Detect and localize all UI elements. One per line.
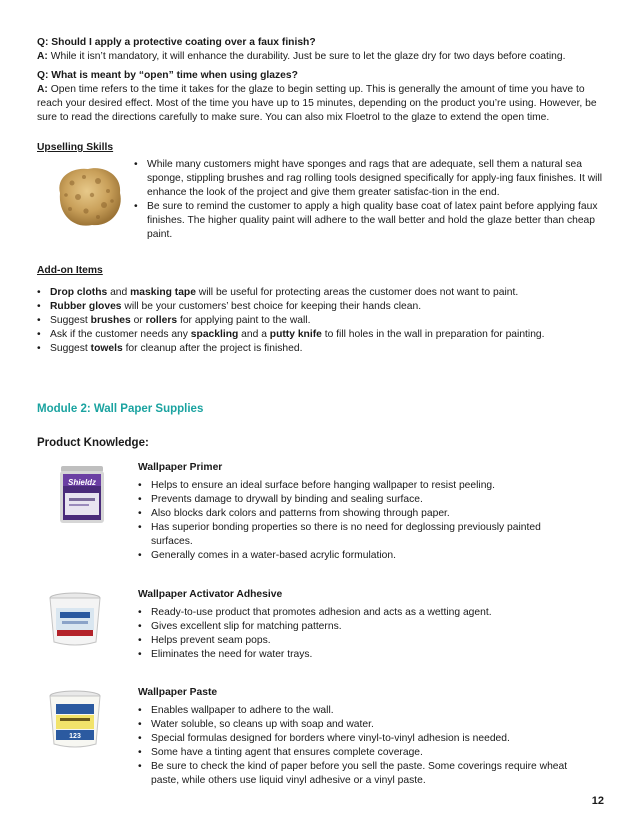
primer-bullet-4: • Has superior bonding properties so there is no need for deglossing previously painted surfaces. [138,521,578,549]
addon-item [37,328,607,342]
upselling-heading: Upselling Skills [37,142,114,153]
addon-heading: Add-on Items [37,265,103,276]
paste-bullet-1: • Enables wallpaper to adhere to the wall. [138,704,578,718]
addon-item [37,300,607,314]
paste-bullet-3: • Special formulas designed for borders where vinyl-to-vinyl adhesion is needed. [138,732,578,746]
addon-item-text: and a [238,329,270,340]
addon-item-text: to fill holes in the wall in preparation for painting. [321,329,545,340]
paste-bullet-2: • Water soluble, so cleans up with soap and water. [138,718,578,732]
addon-item-text: and [107,287,131,298]
addon-item-text: will be useful for protecting areas the customer does not want to paint. [195,287,519,298]
primer-bullet-1: • Helps to ensure an ideal surface before hanging wallpaper to resist peeling. [138,479,578,493]
addon-item-bold-text: spackling [190,329,239,340]
paste-bullet-4: • Some have a tinting agent that ensures complete coverage. [138,746,578,760]
addon-item-bold-text: brushes [90,315,131,326]
addon-list [37,286,607,356]
answer-text-1: While it isn’t mandatory, it will enhance the durability. Just be sure to let the glaze dry for two days before coating. [50,51,566,62]
qa-block-2 [37,69,607,125]
wallpaper-paste-bucket-image [44,688,106,750]
answer-prefix-2: A: [37,84,48,95]
upselling-bullet-2: • Be sure to remind the customer to apply a high quality base coat of latex paint before applying faux finishes. The higher quality paint will adhere to the wall better and hold the glaze better than cheap paint. [134,200,604,242]
product-wallpaper-primer [138,461,578,563]
addon-item-text: Ask if the customer needs any [50,329,191,340]
addon-item-bold-text: putty knife [269,329,322,340]
product-knowledge-heading: Product Knowledge: [37,437,149,449]
addon-item-text: will be your customers’ best choice for keeping their hands clean. [121,301,422,312]
addon-item-bold-text: towels [90,343,123,354]
answer-2 [37,83,607,125]
question-2: Q: What is meant by “open” time when using glazes? [37,70,298,81]
addon-item [37,314,607,328]
addon-item-bold-text: Rubber gloves [50,301,122,312]
sea-sponge-image [52,163,126,231]
primer-bullet-2: • Prevents damage to drywall by binding and sealing surface. [138,493,578,507]
activator-bullet-3: • Helps prevent seam pops. [138,634,578,648]
answer-prefix-1: A: [37,51,48,62]
answer-text-2: Open time refers to the time it takes for the glaze to begin setting up. This is generally the amount of time you have to reach your desired effect. Most of the time you have up to 15 minutes, depending on the product you’re using. However, be sure to read the directions carefully to make sure. You can also mix Floetrol to the glaze to extend the open time. [37,84,597,123]
addon-item-text: for applying paint to the wall. [177,315,311,326]
module-title: Module 2: Wall Paper Supplies [37,403,204,415]
page-number: 12 [591,795,604,807]
answer-1 [37,50,607,64]
addon-item [37,286,607,300]
primer-bullet-5: • Generally comes in a water-based acrylic formulation. [138,549,578,563]
addon-item-bold-text: rollers [145,315,178,326]
product-title-primer: Wallpaper Primer [138,462,223,473]
paste-bullet-5: • Be sure to check the kind of paper before you sell the paste. Some coverings require wheat paste, while others use liquid vinyl adhesive or a vinyl paste. [138,760,578,788]
primer-bullet-3: • Also blocks dark colors and patterns from showing through paper. [138,507,578,521]
question-1: Q: Should I apply a protective coating over a faux finish? [37,37,316,48]
upselling-bullet-1: • While many customers might have sponges and rags that are adequate, sell them a natural sea sponge, stippling brushes and rag rolling tools designed specifically for apply-ing faux finishes. It will enhance the look of the project and give them greater satisfac-tion in the end. [134,158,604,200]
product-title-activator: Wallpaper Activator Adhesive [138,589,283,600]
product-title-paste: Wallpaper Paste [138,687,218,698]
addon-item-bold-text: Drop cloths [50,287,108,298]
upselling-list [134,158,604,242]
primer-can-label: Shieldz [67,478,97,487]
product-wallpaper-paste [138,686,578,788]
activator-adhesive-bucket-image [44,590,106,648]
qa-block-1 [37,36,607,64]
wallpaper-primer-can-image [57,463,107,525]
addon-item-text: for cleanup after the project is finished. [122,343,303,354]
paste-bucket-label: 123 [69,733,81,740]
activator-bullet-2: • Gives excellent slip for matching patterns. [138,620,578,634]
addon-item-text: Suggest [50,315,91,326]
addon-item-bold-text: masking tape [130,287,196,298]
activator-bullet-1: • Ready-to-use product that promotes adhesion and acts as a wetting agent. [138,606,578,620]
product-activator-adhesive [138,588,578,662]
activator-bullet-4: • Eliminates the need for water trays. [138,648,578,662]
addon-item [37,342,607,356]
addon-item-text: Suggest [50,343,91,354]
addon-item-text: or [130,315,146,326]
